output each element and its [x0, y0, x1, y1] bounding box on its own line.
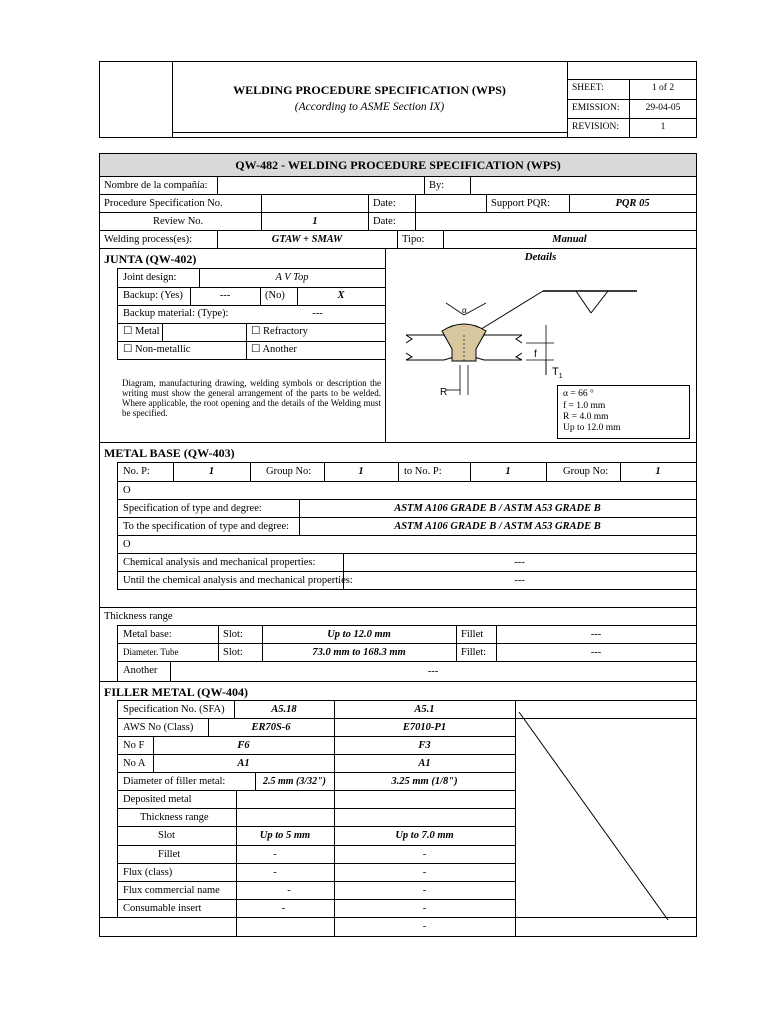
- f-label: f: [534, 349, 537, 360]
- or-label-2: O: [123, 539, 131, 550]
- another-checkbox[interactable]: ☐ Another: [251, 344, 297, 355]
- row-line: [117, 287, 385, 288]
- filler-deposited-label: Deposited metal: [123, 794, 192, 805]
- to-no-p-label: to No. P:: [404, 466, 442, 477]
- metal-checkbox[interactable]: ☐ Metal: [123, 326, 160, 337]
- process-value: GTAW + SMAW: [271, 234, 343, 245]
- row-line: [117, 845, 515, 846]
- procedure-label: Procedure Specification No.: [104, 198, 223, 209]
- filler-fillet-label: Fillet: [158, 849, 181, 860]
- joint-label: Joint design:: [123, 272, 177, 283]
- filler-insert-a: -: [281, 903, 286, 914]
- section-line: [99, 681, 697, 682]
- weld-symbol-arrow-line: [478, 291, 543, 331]
- tipo-value: Manual: [552, 234, 587, 245]
- to-spec-label: To the specification of type and degree:: [123, 521, 290, 532]
- cell-divider: [117, 700, 118, 917]
- row-line: [117, 553, 697, 554]
- filler-fluxname-label: Flux commercial name: [123, 885, 220, 896]
- cell-divider: [250, 462, 251, 481]
- angle-line-right: [464, 303, 486, 315]
- filler-spec-b: A5.1: [414, 704, 435, 715]
- cell-divider: [117, 625, 118, 681]
- filler-aws-label: AWS No (Class): [123, 722, 194, 733]
- support-label: Support PQR:: [491, 198, 551, 209]
- row-line: [117, 772, 515, 773]
- filler-noa-label: No A: [123, 758, 146, 769]
- filler-slot-a: Up to 5 mm: [259, 830, 311, 841]
- row-line: [117, 643, 697, 644]
- filler-fillet-a: -: [273, 849, 277, 860]
- row-line: [99, 230, 697, 231]
- row-line: [117, 481, 697, 482]
- filler-last-b: -: [422, 921, 427, 932]
- no-p-label: No. P:: [123, 466, 150, 477]
- filler-spec-label: Specification No. (SFA): [123, 704, 225, 715]
- row-line: [117, 899, 515, 900]
- date-field-2[interactable]: [416, 213, 696, 230]
- filler-slot-b: Up to 7.0 mm: [395, 830, 454, 841]
- filler-aws-a: ER70S-6: [251, 722, 291, 733]
- row-line: [117, 808, 515, 809]
- details-title: Details: [524, 251, 557, 263]
- support-value: PQR 05: [615, 198, 650, 209]
- cell-divider: [260, 287, 261, 305]
- chem-label: Chemical analysis and mechanical properties:: [123, 557, 316, 568]
- cell-divider: [368, 194, 369, 230]
- review-value: 1: [312, 216, 318, 227]
- backup-yes-label: Backup: (Yes): [123, 290, 183, 301]
- filler-slot-label: Slot: [158, 830, 175, 841]
- filler-fillet-b: -: [422, 849, 427, 860]
- filler-noa-b: A1: [418, 758, 431, 769]
- to-no-p-value: 1: [505, 466, 511, 477]
- backup-yes-value: ---: [219, 290, 231, 301]
- header-line: [567, 118, 697, 119]
- row-line: [117, 571, 697, 572]
- filler-dia-b: 3.25 mm (1/8"): [391, 776, 458, 787]
- row-line: [99, 194, 697, 195]
- row-line: [117, 499, 697, 500]
- refractory-checkbox[interactable]: ☐ Refractory: [251, 326, 308, 337]
- filler-aws-b: E7010-P1: [402, 722, 447, 733]
- slot-value: Up to 12.0 mm: [327, 629, 391, 640]
- joint-value: A V Top: [275, 272, 309, 283]
- fillet-value: ---: [590, 629, 602, 640]
- row-line: [117, 863, 515, 864]
- group2-label: Group No:: [563, 466, 609, 477]
- filler-fluxname-b: -: [422, 885, 427, 896]
- filler-insert-label: Consumable insert: [123, 903, 202, 914]
- row-line: [99, 607, 697, 608]
- filler-dia-label: Diameter of filler metal:: [123, 776, 226, 787]
- filler-fluxname-a: -: [287, 885, 291, 896]
- cell-divider: [246, 323, 247, 359]
- chem-value: ---: [514, 557, 525, 568]
- metal-base-title: METAL BASE (QW-403): [104, 446, 235, 460]
- row-line: [117, 535, 697, 536]
- sheet-value: 1 of 2: [651, 83, 675, 93]
- row-line: [117, 462, 697, 463]
- revision-label: REVISION:: [572, 122, 619, 132]
- row-line: [117, 589, 697, 590]
- emission-value: 29-04-05: [645, 103, 681, 113]
- section-line: [99, 442, 697, 443]
- filler-nof-label: No F: [123, 740, 145, 751]
- junta-title: JUNTA (QW-402): [104, 252, 197, 266]
- thickness-label: Thickness range: [104, 611, 173, 622]
- tipo-label: Tipo:: [402, 234, 425, 245]
- date-field[interactable]: [416, 195, 486, 212]
- cell-divider: [486, 194, 487, 212]
- header-line: [172, 132, 567, 133]
- row-line: [117, 517, 697, 518]
- cell-divider: [236, 790, 237, 937]
- slot2-value: 73.0 mm to 168.3 mm: [312, 647, 406, 658]
- cell-divider: [397, 230, 398, 248]
- filler-flux-b: -: [422, 867, 427, 878]
- filler-flux-a: -: [273, 867, 277, 878]
- sheet-label: SHEET:: [572, 83, 604, 93]
- row-line: [117, 881, 515, 882]
- column-divider-b: [334, 700, 335, 937]
- header-line: [567, 79, 697, 80]
- document-subtitle: (According to ASME Section IX): [294, 101, 445, 113]
- filler-nof-b: F3: [418, 740, 431, 751]
- another-value: ---: [427, 666, 439, 677]
- not-applicable-strike: [515, 700, 697, 937]
- nonmetallic-checkbox[interactable]: ☐ Non-metallic: [123, 344, 191, 355]
- filler-nof-a: F6: [237, 740, 250, 751]
- or-label: O: [123, 485, 131, 496]
- diagram-note: Diagram, manufacturing drawing, welding symbols or description the writing must show the general arrangement of the parts to be welded. Where applicable, the root opening and the details of the Welding must be specified.: [122, 378, 381, 418]
- cell-divider: [117, 462, 118, 589]
- row-line: [117, 661, 697, 662]
- date-label-2: Date:: [373, 216, 396, 227]
- cell-divider: [456, 625, 457, 661]
- weld-symbol-v-right: [591, 291, 608, 313]
- header-divider-left: [172, 61, 173, 138]
- filler-spec-a: A5.18: [271, 704, 297, 715]
- row-line: [117, 305, 385, 306]
- by-field[interactable]: [471, 177, 696, 194]
- process-label: Welding process(es):: [104, 234, 193, 245]
- row-line: [99, 248, 697, 249]
- backup-no-label: (No): [265, 290, 285, 301]
- row-line: [117, 736, 515, 737]
- row-line: [117, 625, 697, 626]
- to-spec-value: ASTM A106 GRADE B / ASTM A53 GRADE B: [394, 521, 601, 532]
- row-line: [117, 341, 385, 342]
- r-label: R: [440, 387, 448, 398]
- cell-divider: [424, 176, 425, 194]
- fillet-label: Fillet: [461, 629, 484, 640]
- slot-label: Slot:: [223, 629, 243, 640]
- dim-f: f = 1.0 mm: [563, 401, 606, 411]
- date-label: Date:: [373, 198, 396, 209]
- row-line: [117, 790, 515, 791]
- revision-value: 1: [660, 122, 666, 132]
- cell-divider: [162, 323, 163, 341]
- dim-alpha: α = 66 °: [563, 389, 594, 399]
- company-field[interactable]: [218, 177, 424, 194]
- another-label: Another: [123, 665, 158, 676]
- cell-divider: [218, 625, 219, 661]
- cell-divider: [117, 268, 118, 359]
- form-title: QW-482 - WELDING PROCEDURE SPECIFICATION (WPS): [235, 158, 561, 172]
- row-line: [117, 268, 385, 269]
- metal-base-label: Metal base:: [123, 629, 172, 640]
- group-label: Group No:: [266, 466, 312, 477]
- until-value: ---: [514, 575, 525, 586]
- spec-value: ASTM A106 GRADE B / ASTM A53 GRADE B: [394, 503, 601, 514]
- emission-label: EMISSION:: [572, 103, 620, 113]
- row-line: [117, 754, 515, 755]
- slot2-label: Slot:: [223, 647, 243, 658]
- document-title: WELDING PROCEDURE SPECIFICATION (WPS): [233, 83, 506, 97]
- backup-no-value: X: [337, 290, 345, 301]
- group-value: 1: [358, 466, 364, 477]
- filler-title: FILLER METAL (QW-404): [104, 685, 249, 699]
- fillet2-value: ---: [590, 647, 602, 658]
- company-label: Nombre de la compañía:: [104, 180, 208, 191]
- no-p-value: 1: [208, 466, 215, 477]
- spec-label: Specification of type and degree:: [123, 503, 262, 514]
- cell-divider: [546, 462, 547, 481]
- filler-insert-b: -: [422, 903, 427, 914]
- row-line: [117, 323, 385, 324]
- review-label: Review No.: [153, 216, 204, 227]
- until-label: Until the chemical analysis and mechanical properties:: [123, 575, 353, 586]
- row-line: [117, 826, 515, 827]
- weld-symbol-v-left: [576, 291, 591, 313]
- fillet2-label: Fillet:: [461, 647, 487, 658]
- filler-dia-a: 2.5 mm (3/32"): [262, 776, 327, 787]
- filler-noa-a: A1: [237, 758, 250, 769]
- dim-up: Up to 12.0 mm: [563, 423, 621, 433]
- t-label: $T_1$: [552, 366, 563, 380]
- procedure-field[interactable]: [262, 195, 368, 212]
- angle-symbol: α: [462, 305, 467, 315]
- cell-divider: [398, 462, 399, 481]
- filler-thick-label: Thickness range: [140, 812, 209, 823]
- row-line: [117, 359, 385, 360]
- by-label: By:: [429, 180, 445, 191]
- group2-value: 1: [655, 466, 661, 477]
- header-line: [567, 99, 697, 100]
- diameter-label: Diameter. Tube: [123, 647, 179, 657]
- dim-r: R = 4.0 mm: [563, 412, 609, 422]
- backup-material-value: ---: [312, 308, 323, 319]
- backup-material-label: Backup material: (Type):: [123, 308, 229, 319]
- filler-flux-label: Flux (class): [123, 867, 173, 878]
